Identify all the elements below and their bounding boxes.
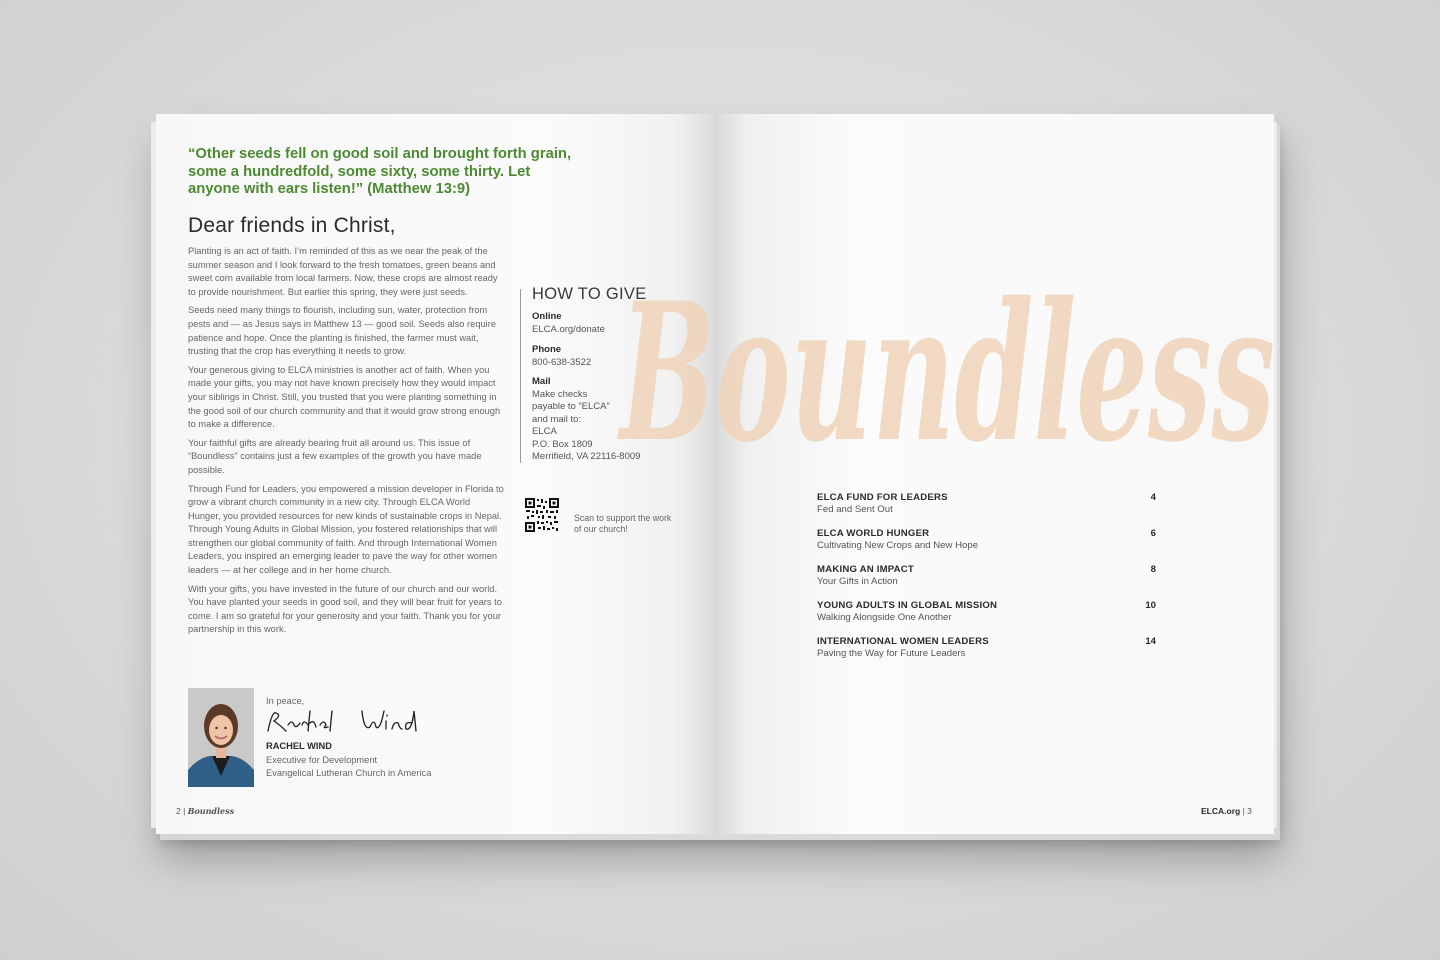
phone-label: Phone [532,344,562,355]
letter-paragraph: Seeds need many things to flourish, including sun, water, protection from pests and — as Jesus says in Matthew 13 — good soil. Seeds also require patience and hope. Once the planting is finished, the farmer must wait, trusting that the crop has everything it needs to grow. [188,305,496,357]
boundless-word: Boundless [617,261,1275,484]
letter-paragraph: Planting is an act of faith. I’m reminded of this as we near the peak of the summer season and I look forward to the fresh tomatoes, green beans and sweet corn available from local farmers. Now, these crops are almost ready to provide nourishment. But earlier this spring, they were just seeds. [188,246,498,297]
how-to-give-title: HOW TO GIVE [532,285,647,303]
right-folio [1201,806,1252,816]
toc-subtitle: Fed and Sent Out [817,504,893,515]
folio-site: ELCA.org [1201,806,1241,816]
signer-title [266,754,431,779]
toc-subtitle: Paving the Way for Future Leaders [817,648,966,659]
toc-title: ELCA FUND FOR LEADERS [817,492,948,503]
folio-separator: | [1242,806,1248,816]
signer-role: Executive for Development [266,755,378,765]
right-page-number: 3 [1247,806,1252,816]
table-of-contents [817,492,1162,672]
mail-line: and mail to: [532,413,582,425]
toc-title: ELCA WORLD HUNGER [817,528,930,539]
left-page-number: 2 [176,806,181,816]
toc-item[interactable] [817,636,1162,672]
toc-item[interactable] [817,600,1162,636]
how-to-give-divider [520,289,521,463]
letter-greeting: Dear friends in Christ, [188,214,396,237]
handwritten-signature [266,703,441,739]
toc-item[interactable] [817,492,1162,528]
left-folio [176,806,234,816]
toc-page-number: 6 [1150,528,1156,539]
toc-title: INTERNATIONAL WOMEN LEADERS [817,636,989,647]
mail-line: Make checks [532,389,588,400]
letter-paragraph: Your faithful gifts are already bearing fruit all around us. This issue of “Boundless” contains just a few examples of the growth you have made possible. [188,437,482,475]
qr-caption: Scan to support the work of our church! [574,513,672,534]
signature [266,703,441,739]
toc-subtitle: Your Gifts in Action [817,576,898,587]
toc-title: MAKING AN IMPACT [817,564,914,575]
right-page [714,114,1274,834]
letter-body [188,245,504,642]
toc-page-number: 10 [1145,600,1156,611]
toc-page-number: 14 [1145,636,1156,647]
toc-title: YOUNG ADULTS IN GLOBAL MISSION [817,600,998,611]
signer-organization: Evangelical Lutheran Church in America [266,767,432,778]
scripture-quote: “Other seeds fell on good soil and brought forth grain, some a hundredfold, some sixty, some thirty. Let anyone with ears listen!” (Matthew 13:9) [188,146,572,197]
mail-line: Merrifield, VA 22116-8009 [532,451,641,463]
toc-item[interactable] [817,528,1162,564]
mail-line: payable to “ELCA” [532,401,610,413]
mail-label: Mail [532,376,551,387]
phone-number: 800-638-3522 [532,357,592,368]
signer-name: RACHEL WIND [266,741,332,751]
mail-line: P.O. Box 1809 [532,438,593,450]
online-label: Online [532,311,562,322]
toc-page-number: 4 [1150,492,1156,503]
toc-item[interactable] [817,564,1162,600]
toc-subtitle: Walking Alongside One Another [817,612,952,623]
toc-subtitle: Cultivating New Crops and New Hope [817,540,979,551]
qr-code-icon[interactable] [524,497,560,533]
folio-brand: Boundless [187,806,235,816]
online-link[interactable]: ELCA.org/donate [532,324,605,335]
mail-address [532,389,640,463]
letter-paragraph: Through Fund for Leaders, you empowered a mission developer in Florida to grow a vibrant church community in a new city. Through ELCA World Hunger, you provided resources for new kinds of sustainable crops in Nepal. Through Young Adults in Global Mission, you fostered relationships that will strengthen our global community of faith. And through International Women Leaders, you inspired an emerging leader to pave the way for other women leaders — at her college and in her home church. [188,483,504,576]
letter-paragraph: With your gifts, you have invested in the future of our church and our world. You have planted your seeds in good soil, and they will bear fruit for years to come. I am so grateful for your generosity and your faith. Thank you for your partnership in this work. [188,583,502,635]
toc-page-number: 8 [1150,564,1156,575]
folio-separator: | [183,806,188,816]
closing-text: In peace, [266,696,305,706]
mail-line: ELCA [532,426,557,438]
author-photo [188,688,254,787]
letter-paragraph: Your generous giving to ELCA ministries is another act of faith. When you made your gifts, you may not have known precisely how they would impact your siblings in Christ. Still, you trusted that you were planting something in the good soil of our church community and that it would grow strong enough to make a difference. [188,364,501,430]
author-portrait-icon [188,688,254,787]
